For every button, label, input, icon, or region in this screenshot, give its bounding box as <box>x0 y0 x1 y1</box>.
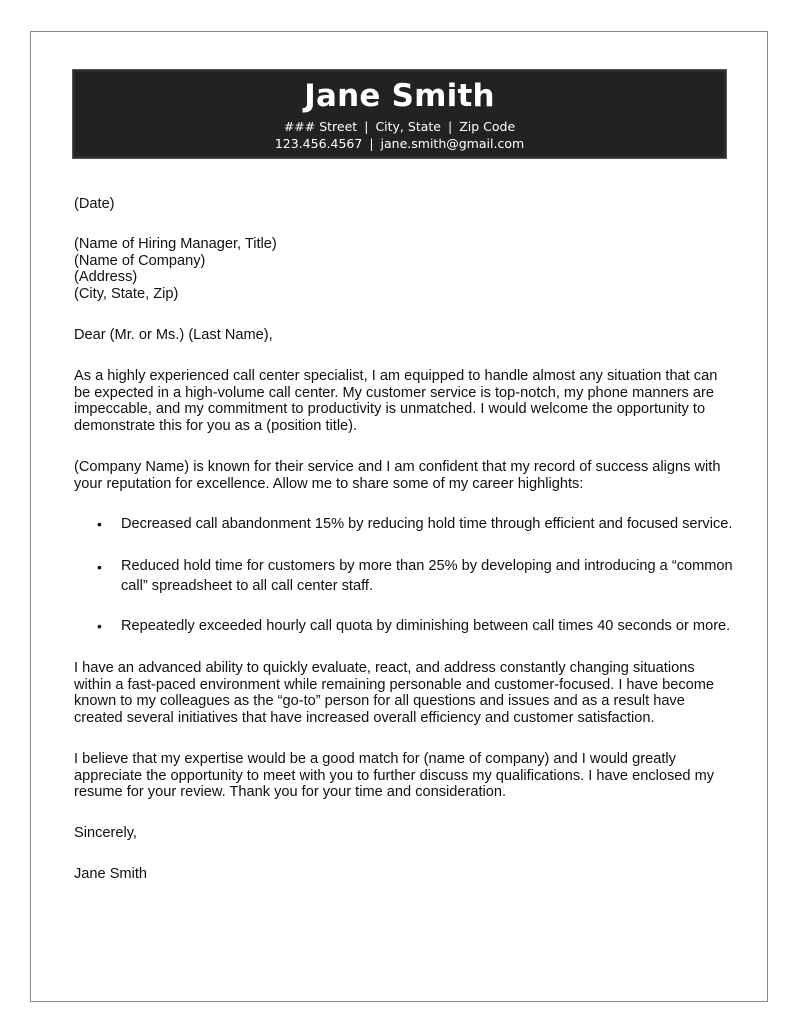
separator: | <box>369 136 374 151</box>
address-line <box>73 119 726 135</box>
bullet-icon: • <box>97 559 102 575</box>
signature-name: Jane Smith <box>74 866 148 882</box>
bullet-icon: • <box>97 516 102 532</box>
email-address: jane.smith@gmail.com <box>380 136 525 151</box>
recipient-block: (Name of Hiring Manager, Title) (Name of Company) (Address) (City, State, Zip) <box>74 236 277 302</box>
zip-code: Zip Code <box>459 119 516 134</box>
phone-number: 123.456.4567 <box>274 136 363 151</box>
letter-date: (Date) <box>74 196 115 212</box>
contact-line <box>73 136 726 152</box>
salutation: Dear (Mr. or Ms.) (Last Name), <box>74 327 273 343</box>
highlight-text: Decreased call abandonment 15% by reducing hold time through efficient and focused service. <box>121 516 733 532</box>
letterhead-banner <box>72 69 727 159</box>
paragraph-intro: As a highly experienced call center specialist, I am equipped to handle almost any situation that can be expected in a high-volume call center. My customer service is top-notch, my phone manners are impeccable, and my commitment to productivity is unmatched. I would welcome the opportunity to demonstrate this for you as a (position title). <box>74 368 718 434</box>
street-address: ### Street <box>283 119 358 134</box>
highlight-text: Repeatedly exceeded hourly call quota by diminishing between call times 40 seconds or more. <box>121 618 731 634</box>
separator: | <box>364 119 369 134</box>
paragraph-abilities: I have an advanced ability to quickly evaluate, react, and address constantly changing situations within a fast-paced environment while remaining personable and customer-focused. I have become known to my colleagues as the “go-to” person for all questions and issues and as a result have created several initiatives that have increased overall efficiency and customer satisfaction. <box>74 660 715 726</box>
highlight-text: Reduced hold time for customers by more than 25% by developing and introducing a “common call” spreadsheet to all call center staff. <box>121 558 733 594</box>
paragraph-company: (Company Name) is known for their service and I am confident that my record of success aligns with your reputation for excellence. Allow me to share some of my career highlights: <box>74 459 721 492</box>
city-state: City, State <box>375 119 441 134</box>
paragraph-closing: I believe that my expertise would be a good match for (name of company) and I would greatly appreciate the opportunity to meet with you to further discuss my qualifications. I have enclosed my resume for your review. Thank you for your time and consideration. <box>74 751 715 801</box>
separator: | <box>447 119 453 134</box>
bullet-icon: • <box>97 618 102 634</box>
closing-salutation: Sincerely, <box>74 825 137 841</box>
applicant-name: Jane Smith <box>304 78 495 114</box>
